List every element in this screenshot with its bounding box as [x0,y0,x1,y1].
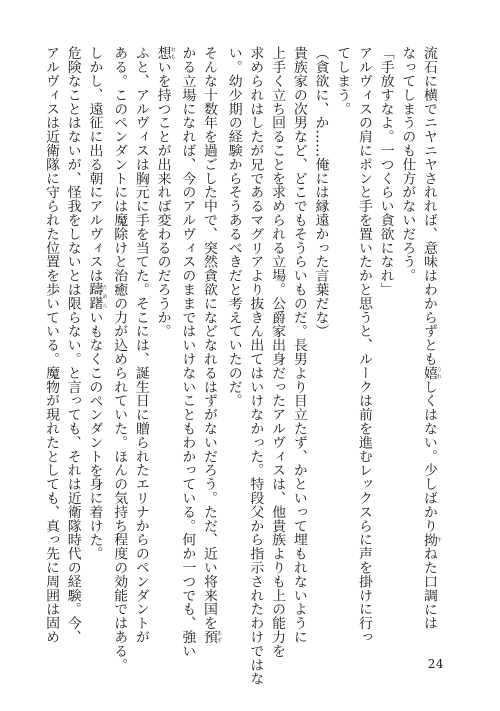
text-line: ある。このペンダントには魔除けと治癒の力が込められていた。ほんの気持ち程度の効能ではある。 [111,46,128,672]
text-line: 危険なことはないが、怪我をしないとは限らない。と言っても、それは近衛隊時代の経験。今、 [64,46,81,644]
text-line: てしまう。 [334,46,351,116]
text-line: ふと、アルヴィスは胸元に手を当てた。そこには、誕生日に贈られたエリナからのペンダントが [132,46,149,644]
text-line: しかし、遠征に出る朝にアルヴィスは躊躇 ためらいもなくこのペンダントを身に着けた。 [86,46,108,561]
text-line: アルヴィスの肩にポンと手を置いたかと思うと、ルークは前を進むレックスらに声を掛けに行っ [355,46,372,644]
text-line: なってしまうのも仕方がないだろう。 [399,46,416,283]
text-line: 想 おもいを持つことが出来れば変わるのだろうか。 [154,46,176,338]
furigana: 躊躇 ためら [86,282,108,311]
text-line: い。幼少期の経験からそうあるべきだと考えていたのだ。 [225,46,242,408]
page-number: 24 [427,657,444,671]
text-line: 求められはしたが兄であるマグリアより抜きん出てはいけなかった。特段父から指示されたわけではな [247,46,264,686]
text-line: 上手く立ち回ることを求められる立場。公爵家出身だったアルヴィスは、他貴族よりも上の能力を [269,46,286,658]
text-line: かる立場になれば、今のアルヴィスのままではいけないこともわかっている。何か一つでも、強い [179,46,196,658]
text-line: 貴族家の次男など、どこでもそうらいものだ。長男より目立たず、かといって埋もれないように [290,46,307,644]
furigana: 嬉 うれ [421,365,442,380]
text-line: （貪欲に、か……俺には縁遠かった言葉だな） [312,46,329,338]
text-line: アルヴィスは近衛隊に守られた位置を歩いている。魔物が現れたとしても、真っ先に周囲は固め [43,46,60,644]
furigana: 想 おも [154,46,176,60]
text-line: 「手放すなよ。一つくらい貪欲になれ」 [377,46,394,297]
furigana: 預 あず [200,629,222,644]
text-line: 流石に横でニヤニヤされれば、意味はわからずとも嬉 うれしくはない。少しばかり拗 すねた口調には [421,46,442,630]
furigana: 拗 す [421,532,442,547]
text-line: そんな十数年を過ごした中で、突然貪欲になどなれるはずがないだろう。ただ、近い将来国を預 あず [200,46,222,644]
